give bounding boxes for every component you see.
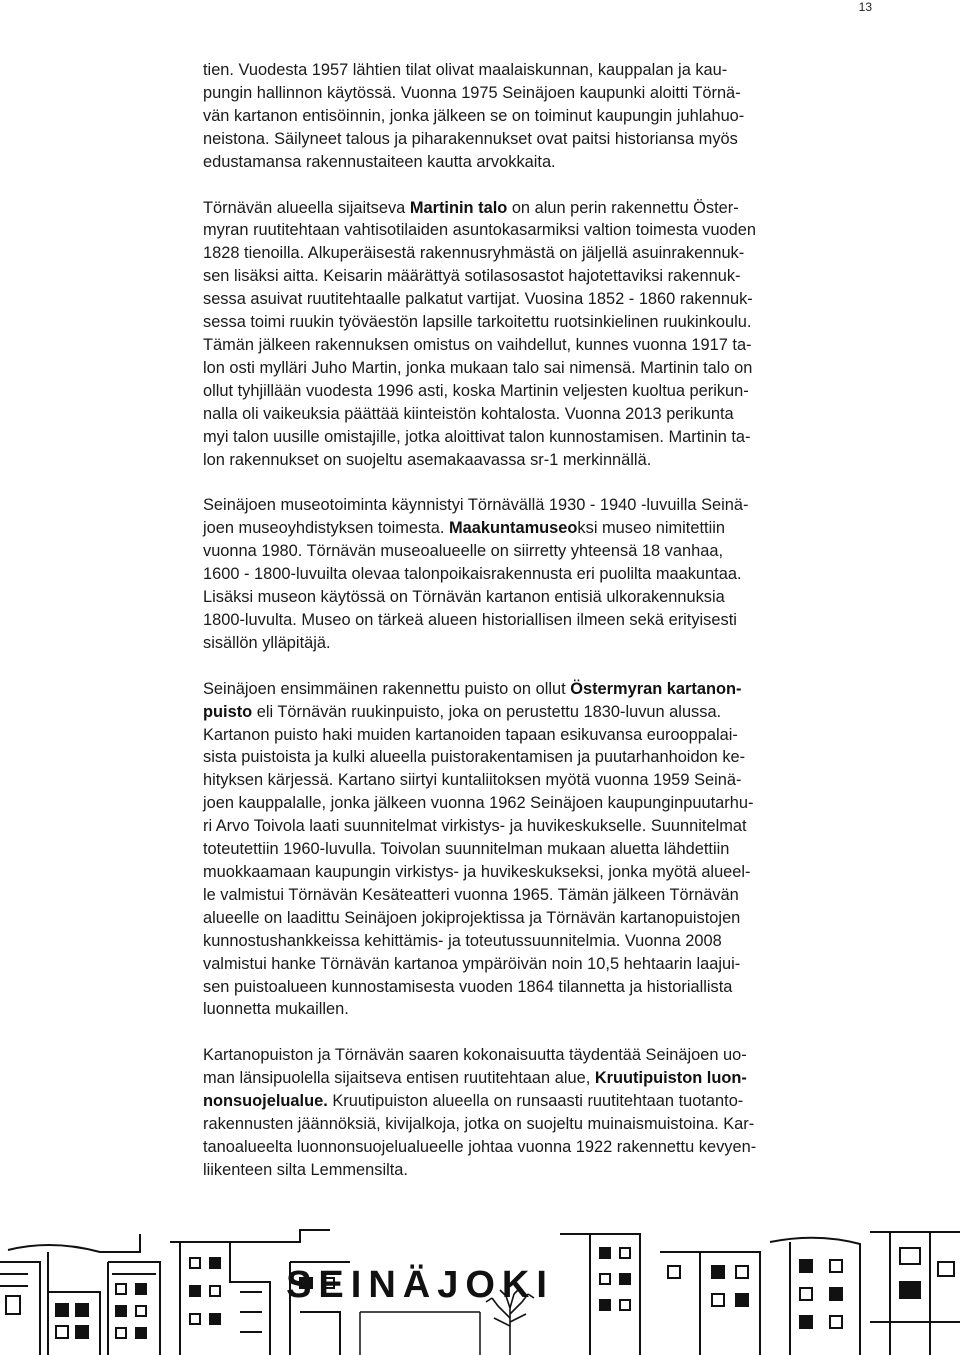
text-run: sisällön ylläpitäjä. — [203, 633, 331, 652]
bold-term: puisto — [203, 702, 253, 721]
text-run: toteutettiin 1960-luvulla. Toivolan suunnitelman mukaan aluetta lähdettiin — [203, 840, 730, 859]
text-line — [203, 265, 875, 288]
text-line — [203, 540, 875, 563]
text-run: alueelle on laadittu Seinäjoen jokiprojektissa ja Törnävän kartanopuistojen — [203, 908, 741, 927]
text-run: pungin hallinnon käytössä. Vuonna 1975 Seinäjoen kaupunki aloitti Törnä- — [203, 83, 741, 102]
bold-term: Martinin talo — [409, 198, 508, 217]
text-run: 1828 tienoilla. Alkuperäisestä rakennusryhmästä on jäljellä asuinrakennuk- — [203, 244, 745, 263]
paragraph-tornava-manor-history — [203, 59, 875, 174]
text-line — [203, 678, 875, 701]
text-run: Seinäjoen museotoiminta käynnistyi Törnävällä 1930 - 1940 -luvuilla Seinä- — [203, 496, 749, 515]
text-line — [203, 838, 875, 861]
text-run: sen lisäksi aitta. Keisarin määrättyä sotilasosastot hajotettaviksi rakennuk- — [203, 267, 741, 286]
text-line — [203, 1090, 875, 1113]
text-run: Kartanon puisto haki muiden kartanoiden tapaan esikuvansa eurooppalai- — [203, 725, 738, 744]
paragraph-kruutipuisto — [203, 1044, 875, 1181]
text-run: edustamansa rakennustaiteen kautta arvokkaita. — [203, 152, 556, 171]
text-run: tien. Vuodesta 1957 lähtien tilat olivat maalaiskunnan, kauppalan ja kau- — [203, 61, 728, 79]
paragraph-martinin-talo — [203, 197, 875, 472]
page-number: 13 — [858, 0, 872, 14]
text-line — [203, 769, 875, 792]
text-line — [203, 403, 875, 426]
text-run: Törnävän alueella sijaitseva — [203, 198, 410, 217]
text-run: valmistui hanke Törnävän kartanoa ympäröivän noin 10,5 hehtaarin laajui- — [203, 954, 741, 973]
text-run: vän kartanon entisöinnin, jonka jälkeen se on toiminut kaupungin juhlahuo- — [203, 106, 745, 125]
text-line — [203, 128, 875, 151]
text-line — [203, 1136, 875, 1159]
text-run: kunnostushankkeissa kehittämis- ja toteutussuunnitelmia. Vuonna 2008 — [203, 931, 722, 950]
text-run: Seinäjoen ensimmäinen rakennettu puisto on ollut — [203, 679, 571, 698]
text-line — [203, 105, 875, 128]
text-run: Lisäksi museon käytössä on Törnävän kartanon entisiä ulkorakennuksia — [203, 588, 725, 607]
text-run: sessa asuivat ruutitehtaalle palkatut vartijat. Vuosina 1852 - 1860 rakennuk- — [203, 290, 753, 309]
text-run: Tämän jälkeen rakennuksen omistus on vaihdellut, kunnes vuonna 1917 ta- — [203, 335, 752, 354]
text-line — [203, 746, 875, 769]
text-line — [203, 930, 875, 953]
bold-term: nonsuojelualue. — [203, 1092, 328, 1111]
text-line — [203, 953, 875, 976]
text-line — [203, 449, 875, 472]
paragraph-museum — [203, 494, 875, 654]
text-line — [203, 907, 875, 930]
text-line — [203, 976, 875, 999]
bold-term: Östermyran kartanon- — [570, 679, 742, 698]
text-line — [203, 380, 875, 403]
text-run: myi talon uusille omistajille, jotka aloittivat talon kunnostamisen. Martinin ta- — [203, 427, 751, 446]
text-line — [203, 701, 875, 724]
text-run: myran ruutitehtaan vahtisotilaiden asuntokasarmiksi valtion toimesta vuoden — [203, 221, 757, 240]
text-line — [203, 517, 875, 540]
text-run: lon rakennukset on suojeltu asemakaavassa sr-1 merkinnällä. — [203, 450, 652, 469]
text-run: luonnetta mukaillen. — [203, 1000, 349, 1019]
text-run: man länsipuolella sijaitseva entisen ruutitehtaan alue, — [203, 1069, 595, 1088]
footer-banner — [0, 1222, 960, 1355]
bold-term: Kruutipuiston luon- — [594, 1069, 747, 1088]
text-run: 1600 - 1800-luvuilta olevaa talonpoikaisrakennusta eri puolilta maakuntaa. — [203, 565, 742, 584]
text-run: tanoalueelta luonnonsuojelualueelle johtaa vuonna 1922 rakennettu kevyen- — [203, 1137, 757, 1156]
sketch-buildings-right — [560, 1232, 960, 1355]
footer-townscape-illustration — [0, 1222, 960, 1355]
text-line — [203, 998, 875, 1021]
logo-frame — [360, 1312, 480, 1355]
text-run: muokkaamaan kaupungin virkistys- ja huvikeskukseksi, jonka myötä alueel- — [203, 863, 751, 881]
text-line — [203, 1044, 875, 1067]
text-line — [203, 1067, 875, 1090]
text-run: joen museoyhdistyksen toimesta. — [203, 519, 449, 538]
text-run: 1800-luvulta. Museo on tärkeä alueen historiallisen ilmeen sekä erityisesti — [203, 610, 737, 629]
text-run: sista puistoista ja kulki alueella puistorakentamisen ja puutarhanhoidon ke- — [203, 748, 746, 767]
text-line — [203, 197, 875, 220]
text-line — [203, 815, 875, 838]
text-line — [203, 334, 875, 357]
text-line — [203, 1159, 875, 1182]
text-line — [203, 151, 875, 174]
text-line — [203, 311, 875, 334]
text-line — [203, 861, 875, 884]
text-line — [203, 792, 875, 815]
seinajoki-logo-wordmark: SEINÄJOKI — [286, 1264, 554, 1306]
text-run: nalla oli vaikeuksia päättää kiinteistön kohtalosta. Vuonna 2013 perikunta — [203, 404, 734, 423]
text-run: Kartanopuiston ja Törnävän saaren kokonaisuutta täydentää Seinäjoen uo- — [203, 1046, 747, 1065]
paragraph-manor-park — [203, 678, 875, 1022]
text-run: rakennusten jäännöksiä, kivijalkoja, jotka on suojeltu muinaismuistoina. Kar- — [203, 1115, 755, 1134]
text-line — [203, 884, 875, 907]
text-line — [203, 494, 875, 517]
text-line — [203, 563, 875, 586]
text-run: lon osti mylläri Juho Martin, jonka mukaan talo sai nimensä. Martinin talo on — [203, 358, 753, 377]
text-line — [203, 82, 875, 105]
text-line — [203, 632, 875, 655]
text-line — [203, 1113, 875, 1136]
text-run: le valmistui Törnävän Kesäteatteri vuonna 1965. Tämän jälkeen Törnävän — [203, 885, 739, 904]
text-run: Kruutipuiston alueella on runsaasti ruutitehtaan tuotanto- — [327, 1092, 744, 1111]
text-run: on alun perin rakennettu Öster- — [507, 198, 739, 217]
text-run: liikenteen silta Lemmensilta. — [203, 1160, 408, 1179]
text-line — [203, 288, 875, 311]
text-line — [203, 219, 875, 242]
text-run: ksi museo nimitettiin — [577, 519, 725, 538]
text-run: hityksen kärjessä. Kartano siirtyi kuntaliitoksen myötä vuonna 1959 Seinä- — [203, 771, 742, 790]
text-line — [203, 724, 875, 747]
text-line — [203, 242, 875, 265]
text-run: joen kauppalalle, jonka jälkeen vuonna 1962 Seinäjoen kaupunginpuutarhu- — [203, 794, 754, 813]
text-run: ollut tyhjillään vuodesta 1996 asti, koska Martinin veljesten kuoltua perikun- — [203, 381, 749, 400]
text-line — [203, 357, 875, 380]
text-run: sen puistoalueen kunnostamisesta vuoden 1864 tilannetta ja historiallista — [203, 977, 733, 996]
text-run: ri Arvo Toivola laati suunnitelmat virkistys- ja huvikeskukselle. Suunnitelmat — [203, 817, 747, 836]
text-line — [203, 609, 875, 632]
text-line — [203, 59, 875, 82]
text-line — [203, 426, 875, 449]
text-line — [203, 586, 875, 609]
bold-term: Maakuntamuseo — [448, 519, 578, 538]
text-run: sessa toimi ruukin työväestön lapsille tarkoitettu ruotsinkielinen ruukinkoulu. — [203, 313, 752, 332]
text-run: vuonna 1980. Törnävän museoalueelle on siirretty yhteensä 18 vanhaa, — [203, 542, 723, 561]
text-run: eli Törnävän ruukinpuisto, joka on perustettu 1830-luvun alussa. — [252, 702, 722, 721]
document-body — [203, 59, 875, 1182]
text-run: neistona. Säilyneet talous ja piharakennukset ovat paitsi historiansa myös — [203, 129, 738, 148]
